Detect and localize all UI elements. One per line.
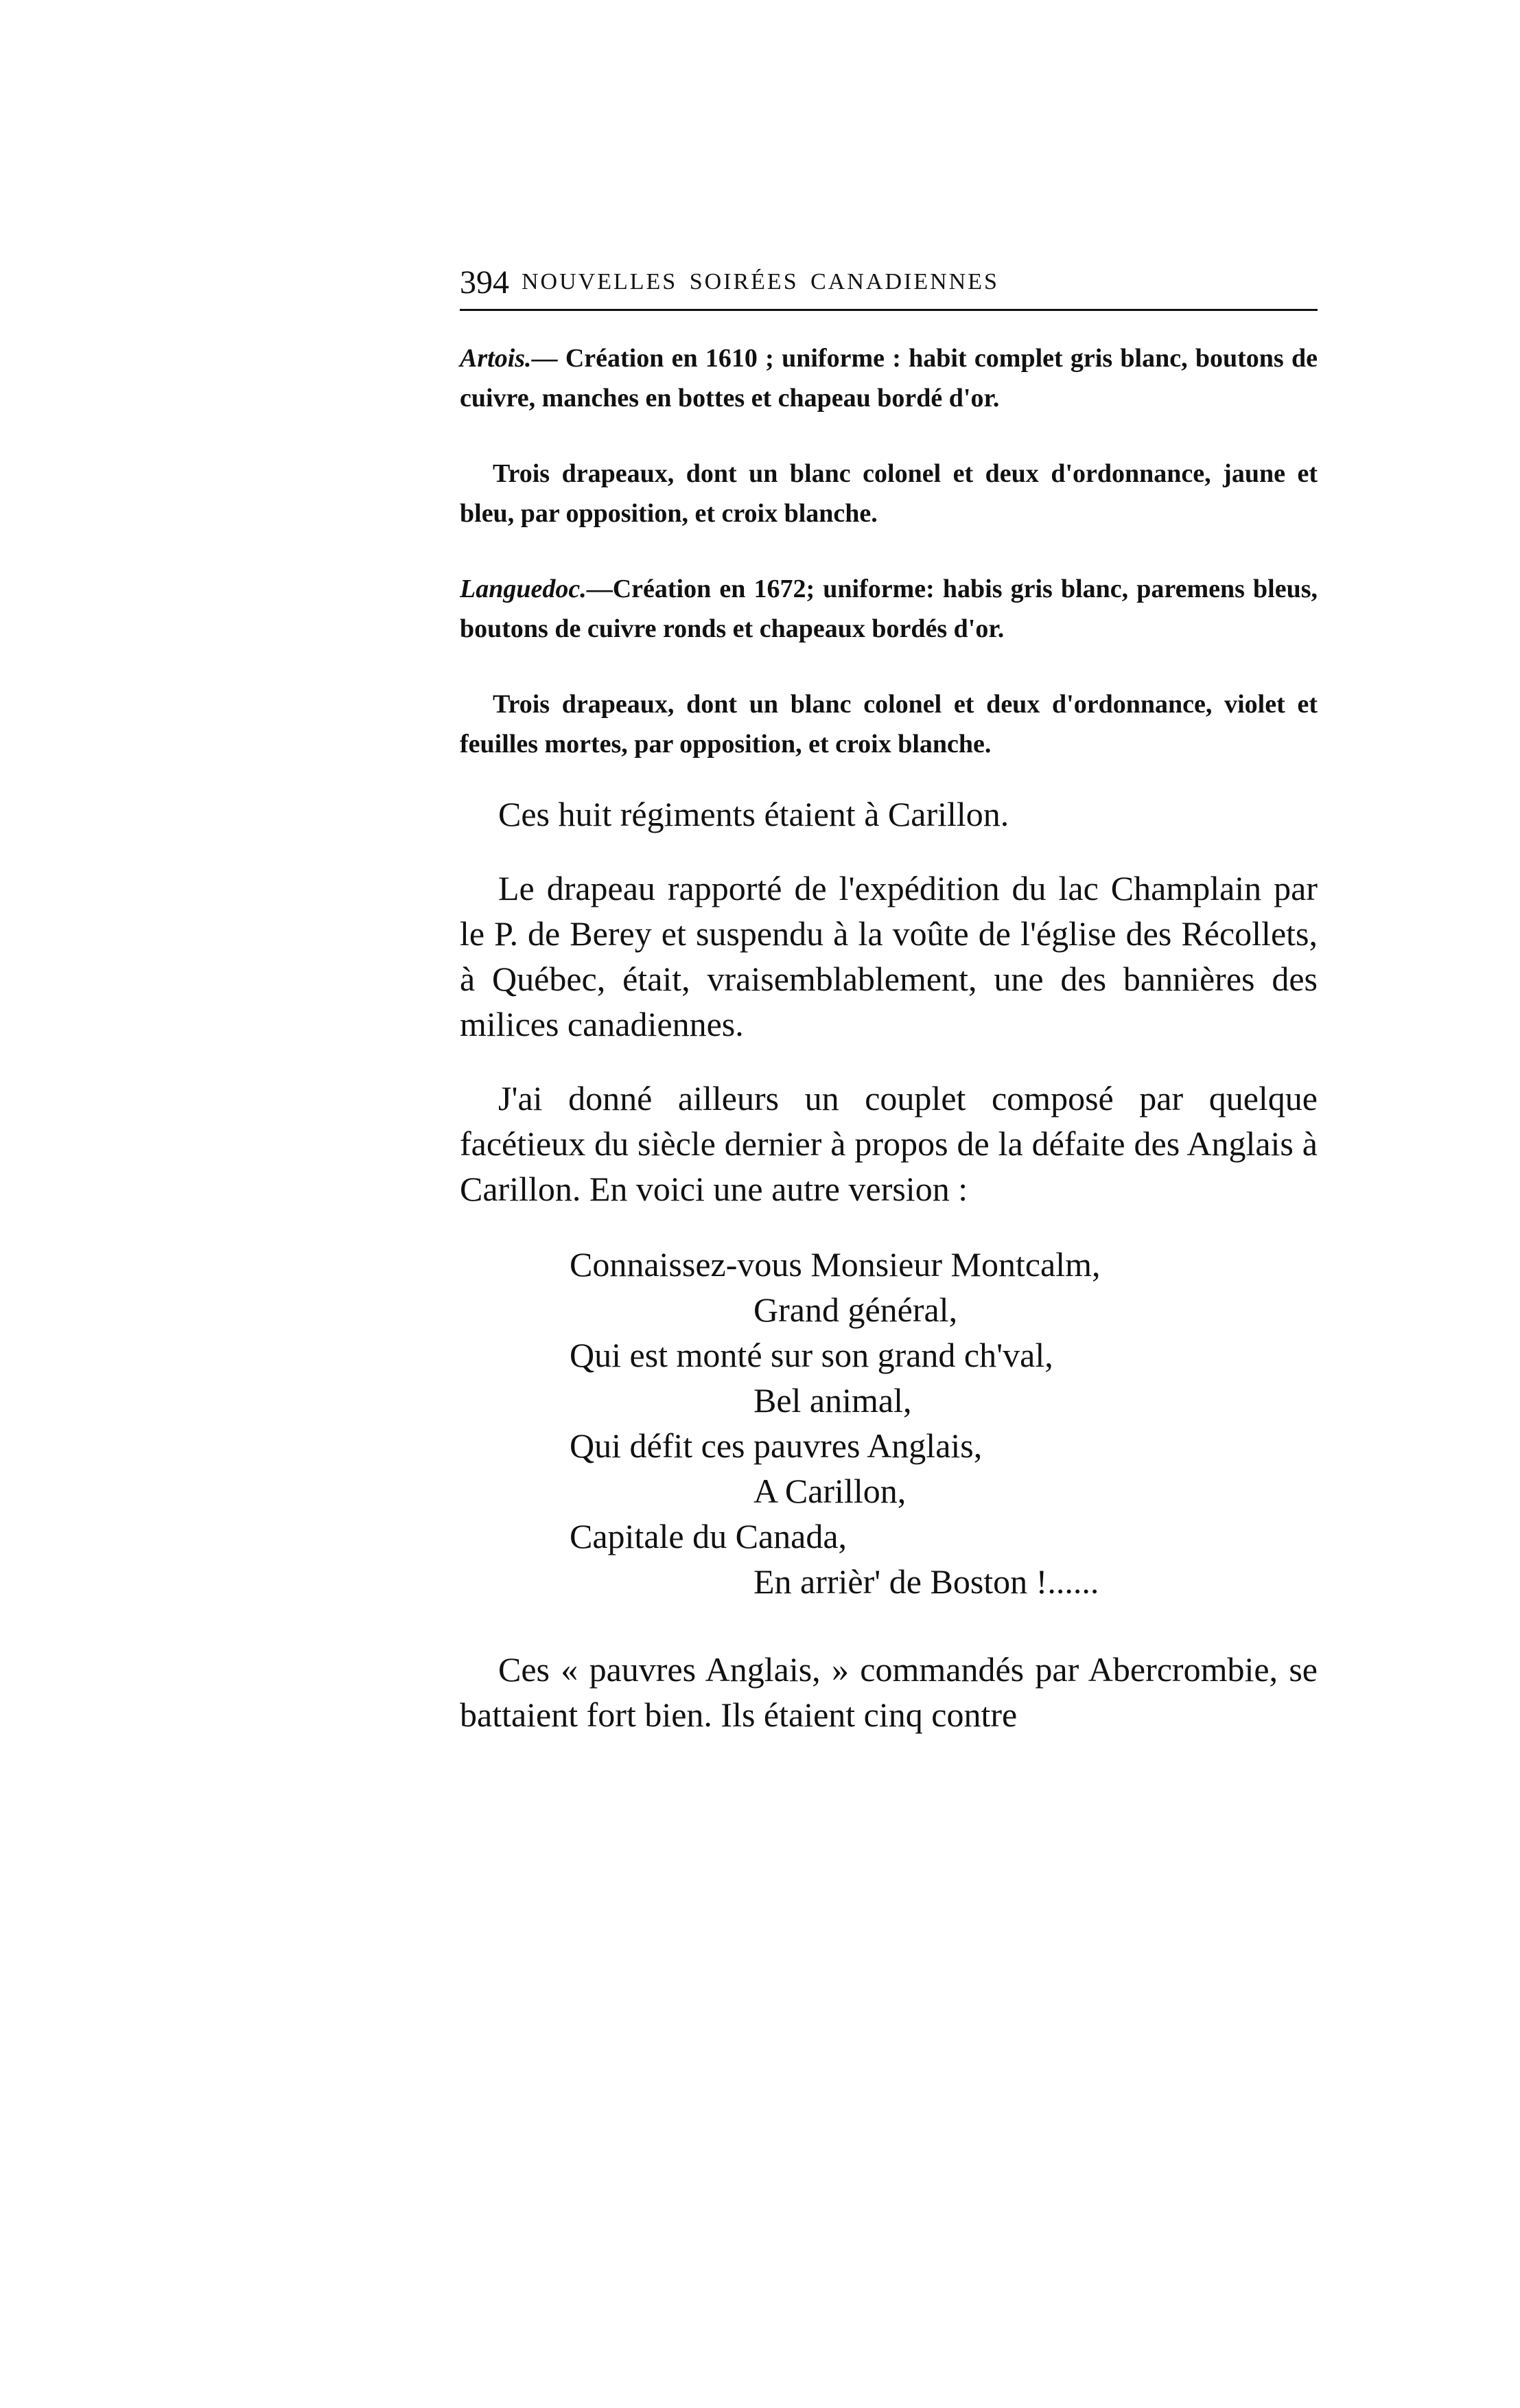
poem-line: En arrièr' de Boston !...... [753,1562,1099,1601]
note-label: Languedoc. [460,575,587,603]
book-page [460,254,1318,1737]
closing-paragraph: Ces « pauvres Anglais, » commandés par Abercrombie, se battaient fort bien. Ils étaient cinq contre [460,1650,1318,1734]
paragraph: J'ai donné ailleurs un couplet composé par quelque facétieux du siècle dernier à propos de la défaite des Anglais à Carillon. En voici une autre version : [460,1079,1318,1208]
note-label: Artois. [460,344,532,373]
poem-line: A Carillon, [753,1472,907,1510]
page-header [460,254,1318,311]
poem-line: Bel animal, [753,1381,912,1420]
note-languedoc [460,569,1318,649]
poem-line: Capitale du Canada, [570,1517,847,1555]
note-artois-flags: Trois drapeaux, dont un blanc colonel et deux d'ordonnance, jaune et bleu, par opposition, et croix blanche. [460,459,1318,528]
note-text: — Création en 1610 ; uniforme : habit complet gris blanc, boutons de cuivre, manches en bottes et chapeau bordé d'or. [460,344,1318,413]
poem-line: Qui défit ces pauvres Anglais, [570,1426,983,1465]
note-text: —Création en 1672; uniforme: habis gris blanc, paremens bleus, boutons de cuivre ronds et chapeaux bordés d'or. [460,575,1318,643]
running-head: NOUVELLES SOIRÉES CANADIENNES [522,269,999,294]
poem-line: Connaissez-vous Monsieur Montcalm, [570,1245,1101,1284]
poem-line: Grand général, [753,1290,958,1329]
paragraph: Ces huit régiments étaient à Carillon. [498,795,1009,833]
paragraph: Le drapeau rapporté de l'expédition du lac Champlain par le P. de Berey et suspendu à la voûte de l'église des Récollets, à Québec, était, vraisemblablement, une des bannières des milices canadiennes. [460,869,1318,1043]
note-languedoc-flags: Trois drapeaux, dont un blanc colonel et deux d'ordonnance, violet et feuilles mortes, par opposition, et croix blanche. [460,690,1318,759]
note-artois [460,338,1318,418]
page-number: 394 [460,264,509,301]
poem [460,1242,1318,1604]
poem-line: Qui est monté sur son grand ch'val, [570,1336,1053,1374]
